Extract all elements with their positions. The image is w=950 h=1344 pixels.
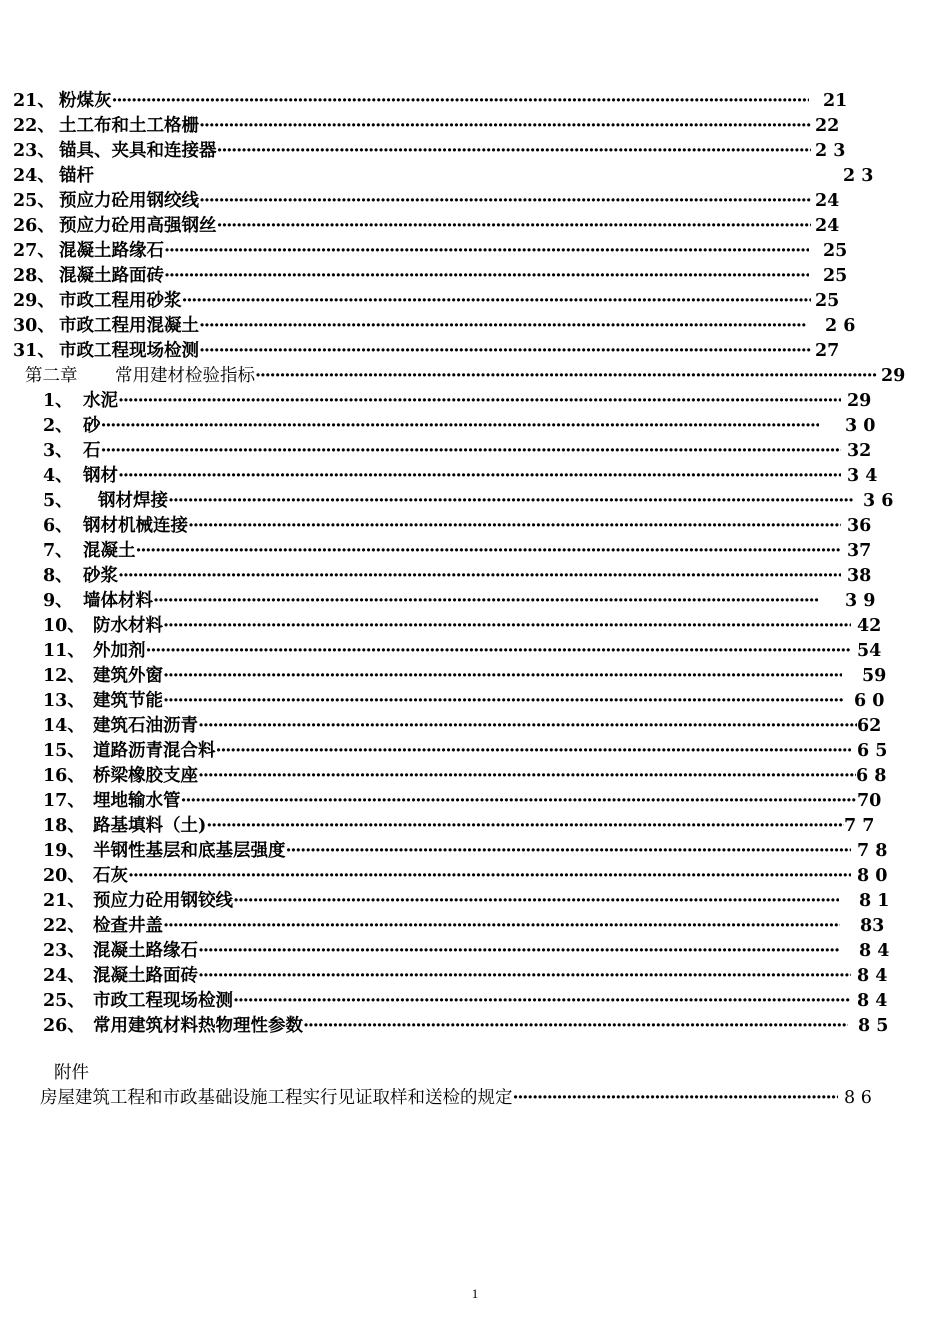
entry-title: 石 [83,441,101,461]
entry-page-number: 2 3 [843,166,874,186]
toc-entry[interactable] [13,189,863,213]
entry-title: 混凝土路缘石 [93,941,198,961]
toc-entry[interactable] [43,889,905,913]
entry-number: 25、 [13,191,55,211]
entry-number: 3、 [43,441,73,461]
dot-leader [128,864,851,888]
entry-page-number: 7 8 [857,841,888,861]
toc-entry[interactable] [13,289,863,313]
toc-entry[interactable] [13,339,863,363]
toc-entry[interactable] [13,139,863,163]
chapter-label: 第二章 [25,366,78,386]
entry-page-number: 54 [857,641,882,661]
dot-leader [101,414,820,438]
entry-page-number: 8 0 [857,866,888,886]
dot-leader [199,189,811,213]
entry-page-number: 6 0 [854,691,885,711]
entry-page-number: 70 [857,791,882,811]
dot-leader [217,139,812,163]
dot-leader [163,664,842,688]
entry-title: 钢材焊接 [98,491,168,511]
entry-number: 16、 [43,766,85,786]
entry-number: 7、 [43,541,73,561]
dot-leader [188,514,841,538]
toc-entry[interactable] [43,714,882,738]
entry-page-number: 32 [847,441,872,461]
toc-entry[interactable] [43,564,873,588]
toc-entry[interactable] [43,589,903,613]
appendix-heading: 附件 [54,1063,89,1083]
entry-page-number: 83 [860,916,885,936]
toc-entry[interactable] [43,689,898,713]
entry-page-number: 37 [847,541,872,561]
toc-entry[interactable] [43,389,873,413]
entry-title: 桥梁橡胶支座 [93,766,198,786]
toc-entry[interactable] [43,989,893,1013]
toc-entry[interactable] [43,839,893,863]
entry-page-number: 3 6 [863,491,894,511]
dot-leader [163,614,851,638]
entry-number: 25、 [43,991,85,1011]
entry-title: 市政工程用混凝土 [59,316,199,336]
toc-entry[interactable] [43,539,873,563]
entry-number: 21、 [13,91,55,111]
dot-leader [101,439,842,463]
toc-entry[interactable] [43,914,898,938]
entry-title: 市政工程现场检测 [59,341,199,361]
entry-title: 道路沥青混合料 [93,741,216,761]
entry-number: 13、 [43,691,85,711]
entry-page-number: 25 [823,266,848,286]
dot-leader [118,564,841,588]
toc-entry[interactable] [43,514,873,538]
entry-title: 预应力砼用高强钢丝 [59,216,217,236]
entry-page-number: 7 7 [844,816,875,836]
entry-title: 检查井盖 [93,916,163,936]
entry-number: 1、 [43,391,73,411]
entry-page-number: 2 6 [825,316,856,336]
entry-page-number: 59 [862,666,887,686]
entry-number: 30、 [13,316,55,336]
entry-page-number: 27 [815,341,840,361]
entry-number: 28、 [13,266,55,286]
dot-leader [233,889,839,913]
dot-leader [164,239,809,263]
entry-page-number: 8 4 [857,991,888,1011]
dot-leader [216,739,852,763]
entry-number: 23、 [13,141,55,161]
dot-leader [146,639,852,663]
toc-entry[interactable] [43,614,883,638]
dot-leader [513,1086,839,1110]
dot-leader [136,539,842,563]
entry-title: 建筑石油沥青 [93,716,198,736]
entry-page-number: 8 1 [859,891,890,911]
dot-leader [233,989,851,1013]
entry-page-number: 3 9 [845,591,876,611]
entry-title: 常用建筑材料热物理性参数 [93,1016,303,1036]
entry-number: 31、 [13,341,55,361]
entry-page-number: 8 4 [857,966,888,986]
appendix-title: 房屋建筑工程和市政基础设施工程实行见证取样和送检的规定 [40,1088,513,1108]
entry-title: 土工布和土工格栅 [59,116,199,136]
entry-number: 22、 [13,116,55,136]
dot-leader [164,264,809,288]
page-number: 1 [471,1286,479,1301]
entry-title: 水泥 [83,391,118,411]
entry-title: 混凝土路面砖 [59,266,164,286]
toc-entry[interactable] [13,314,873,338]
entry-title: 锚杆 [59,166,94,186]
dot-leader [168,489,853,513]
toc-entry[interactable] [43,464,883,488]
entry-number: 9、 [43,591,73,611]
entry-page-number: 38 [847,566,872,586]
toc-entry[interactable] [13,164,883,188]
dot-leader [182,289,812,313]
entry-number: 5、 [43,491,73,511]
entry-title: 混凝土 [83,541,136,561]
entry-page-number: 36 [847,516,872,536]
dot-leader [163,689,844,713]
entry-number: 12、 [43,666,85,686]
entry-number: 6、 [43,516,73,536]
chapter-title: 常用建材检验指标 [115,366,255,386]
entry-title: 石灰 [93,866,128,886]
toc-entry[interactable] [43,939,905,963]
dot-leader [153,589,819,613]
dot-leader [112,89,810,113]
entry-title: 墙体材料 [83,591,153,611]
entry-title: 锚具、夹具和连接器 [59,141,217,161]
entry-page-number: 29 [847,391,872,411]
entry-page-number: 24 [815,216,840,236]
entry-page-number: 3 4 [847,466,878,486]
entry-page-number: 25 [823,241,848,261]
entry-number: 21、 [43,891,85,911]
dot-leader [198,714,857,738]
dot-leader [217,214,812,238]
dot-leader [206,814,844,838]
entry-number: 8、 [43,566,73,586]
toc-entry[interactable] [13,239,863,263]
entry-title: 市政工程现场检测 [93,991,233,1011]
toc-entry[interactable] [43,739,893,763]
entry-title: 半钢性基层和底基层强度 [93,841,286,861]
chapter-heading[interactable] [25,364,907,388]
dot-leader [181,789,858,813]
entry-number: 18、 [43,816,85,836]
entry-number: 17、 [43,791,85,811]
entry-number: 10、 [43,616,85,636]
toc-entry[interactable] [43,864,893,888]
entry-title: 路基填料（土) [93,816,207,836]
entry-number: 14、 [43,716,85,736]
entry-page-number: 24 [815,191,840,211]
entry-number: 24、 [43,966,85,986]
toc-entry[interactable] [13,214,863,238]
entry-number: 26、 [13,216,55,236]
entry-title: 混凝土路缘石 [59,241,164,261]
toc-entry[interactable] [13,264,863,288]
entry-title: 建筑外窗 [93,666,163,686]
entry-title: 埋地输水管 [93,791,181,811]
toc-entry[interactable] [13,89,863,113]
entry-title: 市政工程用砂浆 [59,291,182,311]
dot-leader [198,964,851,988]
entry-number: 15、 [43,741,85,761]
entry-number: 11、 [43,641,85,661]
toc-entry[interactable] [43,789,882,813]
entry-number: 19、 [43,841,85,861]
entry-title: 建筑节能 [93,691,163,711]
toc-entry[interactable] [43,1014,900,1038]
dot-leader [118,389,841,413]
toc-entry[interactable] [13,114,863,138]
dot-leader [118,464,841,488]
entry-title: 混凝土路面砖 [93,966,198,986]
entry-title: 防水材料 [93,616,163,636]
entry-number: 22、 [43,916,85,936]
dot-leader [163,914,840,938]
entry-title: 预应力砼用钢绞线 [59,191,199,211]
entry-number: 2、 [43,416,73,436]
appendix-page-number: 8 6 [844,1088,872,1108]
toc-entry[interactable] [43,639,883,663]
entry-page-number: 8 5 [858,1016,889,1036]
dot-leader [303,1014,848,1038]
entry-page-number: 6 5 [857,741,888,761]
toc-entry[interactable] [43,439,873,463]
entry-number: 4、 [43,466,73,486]
entry-title: 砂 [83,416,101,436]
dot-leader [199,339,811,363]
entry-number: 20、 [43,866,85,886]
entry-page-number: 42 [857,616,882,636]
appendix-entry[interactable] [40,1086,880,1110]
entry-title: 钢材机械连接 [83,516,188,536]
entry-page-number: 2 3 [815,141,846,161]
entry-page-number: 8 4 [859,941,890,961]
entry-page-number: 6 8 [856,766,887,786]
dot-leader [286,839,852,863]
dot-leader [255,364,877,388]
entry-number: 26、 [43,1016,85,1036]
toc-entry[interactable] [43,489,903,513]
toc-entry[interactable] [43,814,876,838]
entry-page-number: 22 [815,116,840,136]
entry-title: 砂浆 [83,566,118,586]
toc-entry[interactable] [43,664,898,688]
toc-entry[interactable] [43,414,903,438]
entry-page-number: 21 [823,91,848,111]
dot-leader [199,114,811,138]
dot-leader [198,939,839,963]
entry-page-number: 3 0 [845,416,876,436]
entry-title: 外加剂 [93,641,146,661]
entry-title: 粉煤灰 [59,91,112,111]
entry-number: 29、 [13,291,55,311]
entry-number: 23、 [43,941,85,961]
entry-number: 24、 [13,166,55,186]
toc-entry[interactable] [43,964,893,988]
entry-number: 27、 [13,241,55,261]
chapter-page-number: 29 [881,366,906,386]
toc-entry[interactable] [43,764,888,788]
entry-page-number: 25 [815,291,840,311]
entry-page-number: 62 [857,716,882,736]
entry-title: 预应力砼用钢铰线 [93,891,233,911]
dot-leader [199,314,807,338]
entry-title: 钢材 [83,466,118,486]
dot-leader [198,764,856,788]
